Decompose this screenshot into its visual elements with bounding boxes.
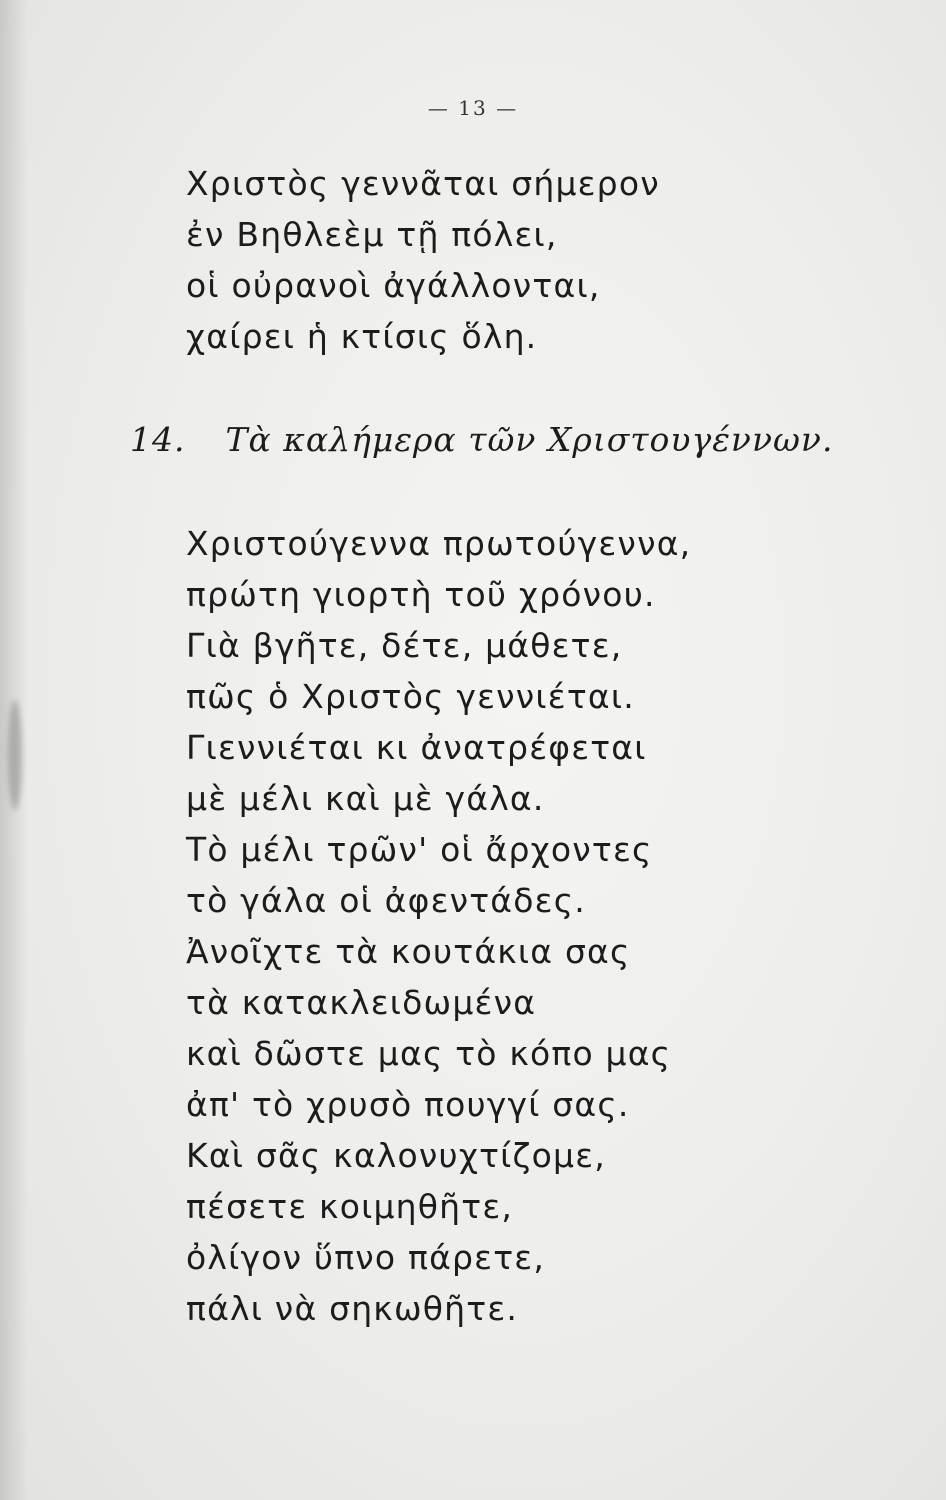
opening-stanza — [186, 158, 660, 362]
verse-line: ὀλίγον ὕπνο πάρετε, — [186, 1238, 546, 1277]
verse-line: Τὸ μέλι τρῶν' οἱ ἄρχοντες — [186, 830, 653, 869]
verse-line: χαίρει ἡ κτίσις ὅλη. — [186, 317, 538, 356]
verse-line: Γιὰ βγῆτε, δέτε, μάθετε, — [186, 626, 623, 665]
verse-line: Χριστούγεννα πρωτούγεννα, — [186, 524, 692, 563]
verse-line: οἱ οὐρανοὶ ἀγάλλονται, — [186, 266, 601, 305]
verse-line: καὶ δῶστε μας τὸ κόπο μας — [186, 1034, 672, 1073]
verse-line: Ἀνοῖχτε τὰ κουτάκια σας — [186, 932, 631, 971]
section-title: Τὰ καλήμερα τῶν Χριστουγέννων. — [225, 420, 834, 459]
poem-body — [186, 518, 691, 1334]
verse-line: ἀπ' τὸ χρυσὸ πουγγί σας. — [186, 1085, 630, 1124]
verse-line: πῶς ὁ Χριστὸς γεννιέται. — [186, 677, 635, 716]
verse-line: μὲ μέλι καὶ μὲ γάλα. — [186, 779, 545, 818]
verse-line: πάλι νὰ σηκωθῆτε. — [186, 1289, 519, 1328]
verse-line: Γιεννιέται κι ἀνατρέφεται — [186, 728, 647, 767]
verse-line: πέσετε κοιμηθῆτε, — [186, 1187, 514, 1226]
page-number: — 13 — — [427, 96, 519, 120]
verse-line: ἐν Βηθλεὲμ τῇ πόλει, — [186, 215, 558, 254]
verse-line: τὸ γάλα οἱ ἀφεντάδες. — [186, 881, 586, 920]
verse-line: Καὶ σᾶς καλονυχτίζομε, — [186, 1136, 606, 1175]
ink-blot — [8, 700, 22, 810]
verse-line: πρώτη γιορτὴ τοῦ χρόνου. — [186, 575, 656, 614]
section-heading — [130, 420, 833, 459]
verse-line: τὰ κατακλειδωμένα — [186, 983, 537, 1022]
verse-line: Χριστὸς γεννᾶται σήμερον — [186, 164, 660, 203]
section-number: 14. — [130, 420, 186, 459]
